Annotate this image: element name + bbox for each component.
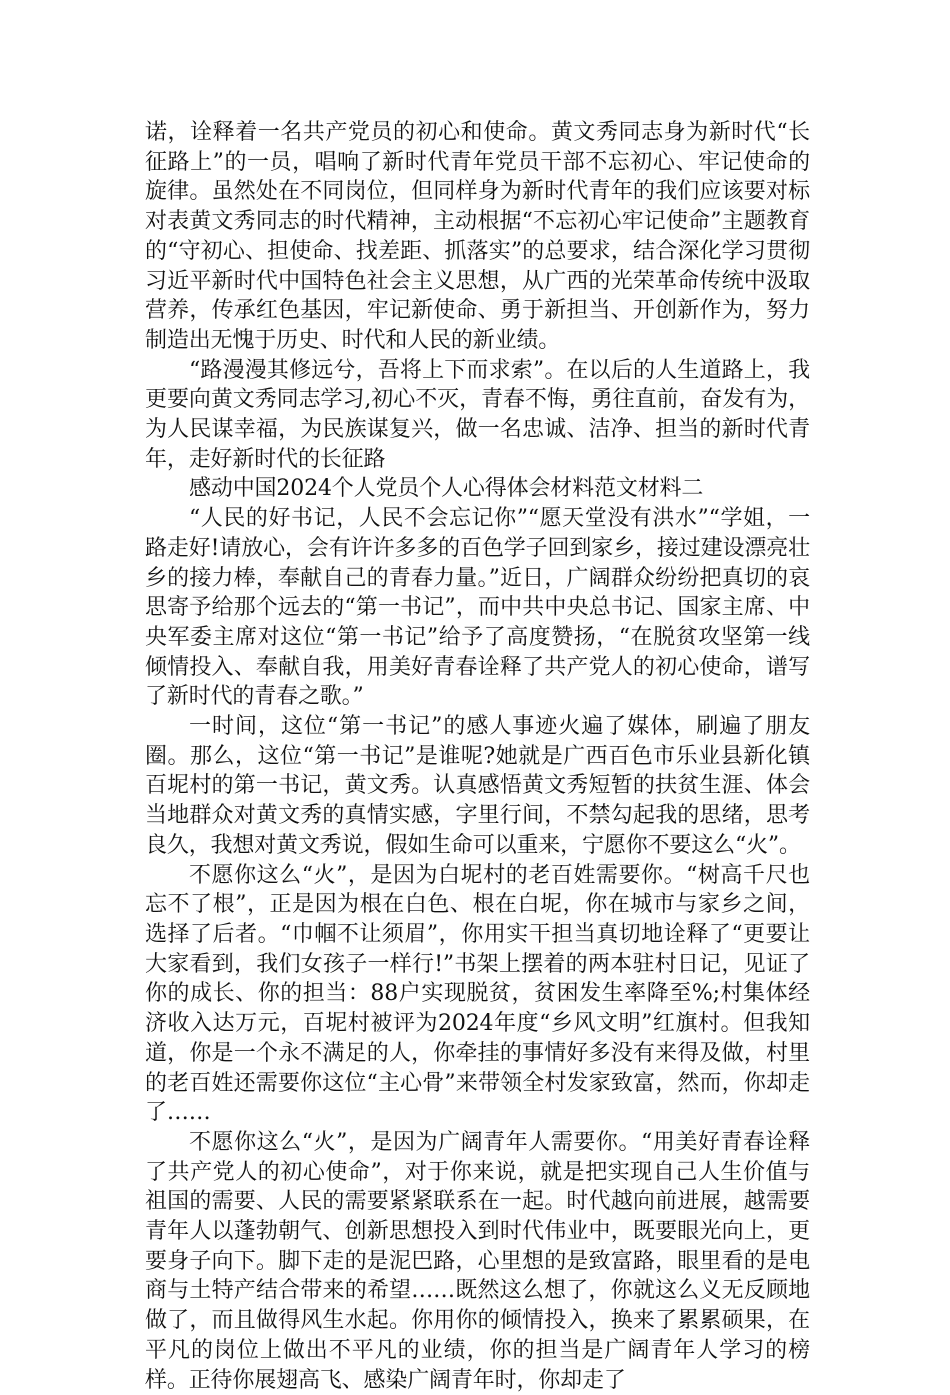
paragraph-first-secretary: 一时间，这位“第一书记”的感人事迹火遍了媒体，刷遍了朋友圈。那么，这位“第一书记”是谁呢?她就是广西百色市乐业县新化镇百坭村的第一书记，黄文秀。认真感悟黄文秀短暂的扶贫生涯、体会当地群众对黄文秀的真情实感，字里行间，不禁勾起我的思绪，思考良久，我想对黄文秀说，假如生命可以重来，宁愿你不要这么“火”。 [145, 714, 810, 858]
paragraph-youth-need-you: 不愿你这么“火”，是因为广阔青年人需要你。“用美好青春诠释了共产党人的初心使命”，对于你来说，就是把实现自己人生价值与祖国的需要、人民的需要紧紧联系在一起。时代越向前进展，越需要青年人以蓬勃朝气、创新思想投入到时代伟业中，既要眼光向上，更要身子向下。脚下走的是泥巴路，心里想的是致富路，眼里看的是电商与土特产结合带来的希望……既然这么想了，你就这么义无反顾地做了，而且做得风生水起。你用你的倾情投入，换来了累累硕果，在平凡的岗位上做出不平凡的业绩，你的担当是广阔青年人学习的榜样。正待你展翅高飞、感染广阔青年时，你却走了 [145, 1129, 810, 1393]
paragraph-villagers-need-you: 不愿你这么“火”，是因为白坭村的老百姓需要你。“树高千尺也忘不了根”，正是因为根在白色、根在白坭，你在城市与家乡之间，选择了后者。“巾帼不让须眉”，你用实干担当真切地诠释了“更要让大家看到，我们女孩子一样行!”书架上摆着的两本驻村日记，见证了你的成长、你的担当：88户实现脱贫，贫困发生率降至%;村集体经济收入达万元，百坭村被评为2024年度“乡风文明”红旗村。但我知道，你是一个永不满足的人，你牵挂的事情好多没有来得及做，村里的老百姓还需要你这位“主心骨”来带领全村发家致富，然而，你却走了…… [145, 862, 810, 1126]
document-page [145, 118, 810, 1395]
section-heading: 感动中国2024个人党员个人心得体会材料范文材料二 [189, 476, 704, 502]
paragraph-closing-quote: “路漫漫其修远兮，吾将上下而求索”。在以后的人生道路上，我更要向黄文秀同志学习,初心不灭，青春不悔，勇往直前，奋发有为，为人民谋幸福，为民族谋复兴，做一名忠诚、洁净、担当的新时代青年，走好新时代的长征路 [145, 357, 810, 472]
paragraph-tributes: “人民的好书记，人民不会忘记你”“愿天堂没有洪水”“学姐，一路走好!请放心，会有许许多多的百色学子回到家乡，接过建设漂亮壮乡的接力棒，奉献自己的青春力量。”近日，广阔群众纷纷把真切的哀思寄予给那个远去的“第一书记”，而中共中央总书记、国家主席、中央军委主席对这位“第一书记”给予了高度赞扬，“在脱贫攻坚第一线倾情投入、奉献自我，用美好青春诠释了共产党人的初心使命，谱写了新时代的青春之歌。” [145, 506, 810, 710]
paragraph-continuation: 诺，诠释着一名共产党员的初心和使命。黄文秀同志身为新时代“长征路上”的一员，唱响了新时代青年党员干部不忘初心、牢记使命的旋律。虽然处在不同岗位，但同样身为新时代青年的我们应该要对标对表黄文秀同志的时代精神，主动根据“不忘初心牢记使命”主题教育的“守初心、担使命、找差距、抓落实”的总要求，结合深化学习贯彻习近平新时代中国特色社会主义思想，从广西的光荣革命传统中汲取营养，传承红色基因，牢记新使命、勇于新担当、开创新作为，努力制造出无愧于历史、时代和人民的新业绩。 [145, 120, 810, 353]
